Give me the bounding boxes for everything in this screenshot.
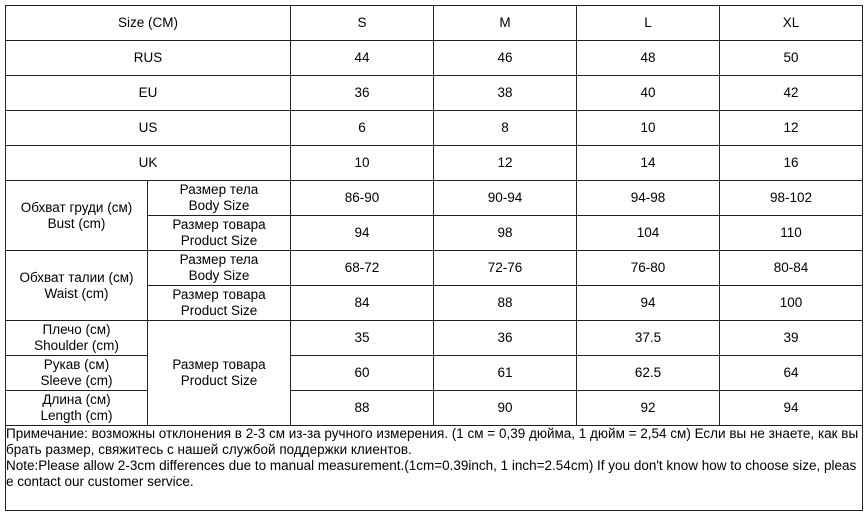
bust-label-ru: Обхват груди (см) [20,199,133,215]
cell-value: 90 [434,391,577,426]
cell-value: 64 [720,356,863,391]
cell-value: 110 [720,216,863,251]
product-size-label-en: Product Size [180,373,258,388]
bust-label [6,181,148,251]
cell-value: 6 [291,111,434,146]
us-row [6,111,863,146]
size-m-header: M [434,6,577,41]
cell-value: 12 [720,111,863,146]
cell-value: 39 [720,321,863,356]
length-row [6,391,863,426]
body-size-label-ru: Размер тела [179,252,259,267]
size-cm-header: Size (CM) [6,6,291,41]
cell-value: 100 [720,286,863,321]
note-ru: Примечание: возможны отклонения в 2-3 см из-за ручного измерения. (1 см = 0,39 дюйма, 1 дюйм = 2,54 см) Если вы не знаете, как выбрать размер, свяжитесь с нашей службой поддержки клиентов. [6,426,859,457]
cell-value: 14 [577,146,720,181]
cell-value: 46 [434,41,577,76]
shoulder-row [6,321,863,356]
cell-value: 12 [434,146,577,181]
size-chart-table [5,5,863,511]
bust-label-en: Bust (cm) [47,215,106,231]
shoulder-label-ru: Плечо (см) [42,322,111,337]
sleeve-row [6,356,863,391]
cell-value: 72-76 [434,251,577,286]
sleeve-label [6,356,148,391]
cell-value: 35 [291,321,434,356]
eu-row [6,76,863,111]
cell-value: 50 [720,41,863,76]
product-size-label-en: Product Size [180,303,258,318]
note-cell [6,426,863,511]
size-xl-header: XL [720,6,863,41]
product-size-label [148,216,291,251]
cell-value: 94 [577,286,720,321]
shoulder-label [6,321,148,356]
cell-value: 62.5 [577,356,720,391]
product-size-label-ru: Размер товара [172,357,266,372]
cell-value: 76-80 [577,251,720,286]
product-size-label-ru: Размер товара [172,287,266,302]
cell-value: 42 [720,76,863,111]
cell-value: 60 [291,356,434,391]
cell-value: 61 [434,356,577,391]
row-label: UK [6,146,291,181]
length-label-en: Length (cm) [40,408,113,423]
cell-value: 94 [291,216,434,251]
cell-value: 94-98 [577,181,720,216]
note-en: Note:Please allow 2-3cm differences due to manual measurement.(1cm=0.39inch, 1 inch=2.54cm) If you don't know how to choose size, please contact our customer service. [6,458,857,489]
body-size-label [148,181,291,216]
bust-body-row [6,181,863,216]
cell-value: 94 [720,391,863,426]
cell-value: 98-102 [720,181,863,216]
sleeve-label-ru: Рукав (см) [43,357,110,372]
body-size-label-ru: Размер тела [179,182,259,197]
cell-value: 36 [434,321,577,356]
waist-label [6,251,148,321]
uk-row [6,146,863,181]
cell-value: 16 [720,146,863,181]
body-size-label-en: Body Size [188,198,250,213]
row-label: EU [6,76,291,111]
body-size-label [148,251,291,286]
waist-label-en: Waist (cm) [44,285,109,301]
sleeve-label-en: Sleeve (cm) [40,373,113,388]
length-label [6,391,148,426]
cell-value: 36 [291,76,434,111]
row-label: US [6,111,291,146]
cell-value: 38 [434,76,577,111]
cell-value: 86-90 [291,181,434,216]
size-l-header: L [577,6,720,41]
body-size-label-en: Body Size [188,268,250,283]
shoulder-label-en: Shoulder (cm) [34,338,119,353]
cell-value: 10 [577,111,720,146]
cell-value: 80-84 [720,251,863,286]
cell-value: 10 [291,146,434,181]
cell-value: 104 [577,216,720,251]
cell-value: 88 [434,286,577,321]
size-s-header: S [291,6,434,41]
cell-value: 92 [577,391,720,426]
note-row [6,426,863,511]
length-label-ru: Длина (см) [42,392,111,407]
cell-value: 90-94 [434,181,577,216]
cell-value: 44 [291,41,434,76]
cell-value: 48 [577,41,720,76]
product-size-label-en: Product Size [180,233,258,248]
cell-value: 40 [577,76,720,111]
product-size-label-ru: Размер товара [172,217,266,232]
waist-label-ru: Обхват талии (см) [19,269,134,285]
product-size-label [148,286,291,321]
waist-body-row [6,251,863,286]
cell-value: 84 [291,286,434,321]
cell-value: 88 [291,391,434,426]
header-row [6,6,863,41]
cell-value: 8 [434,111,577,146]
cell-value: 37.5 [577,321,720,356]
rus-row [6,41,863,76]
cell-value: 68-72 [291,251,434,286]
cell-value: 98 [434,216,577,251]
garment-product-size-label [148,321,291,426]
row-label: RUS [6,41,291,76]
